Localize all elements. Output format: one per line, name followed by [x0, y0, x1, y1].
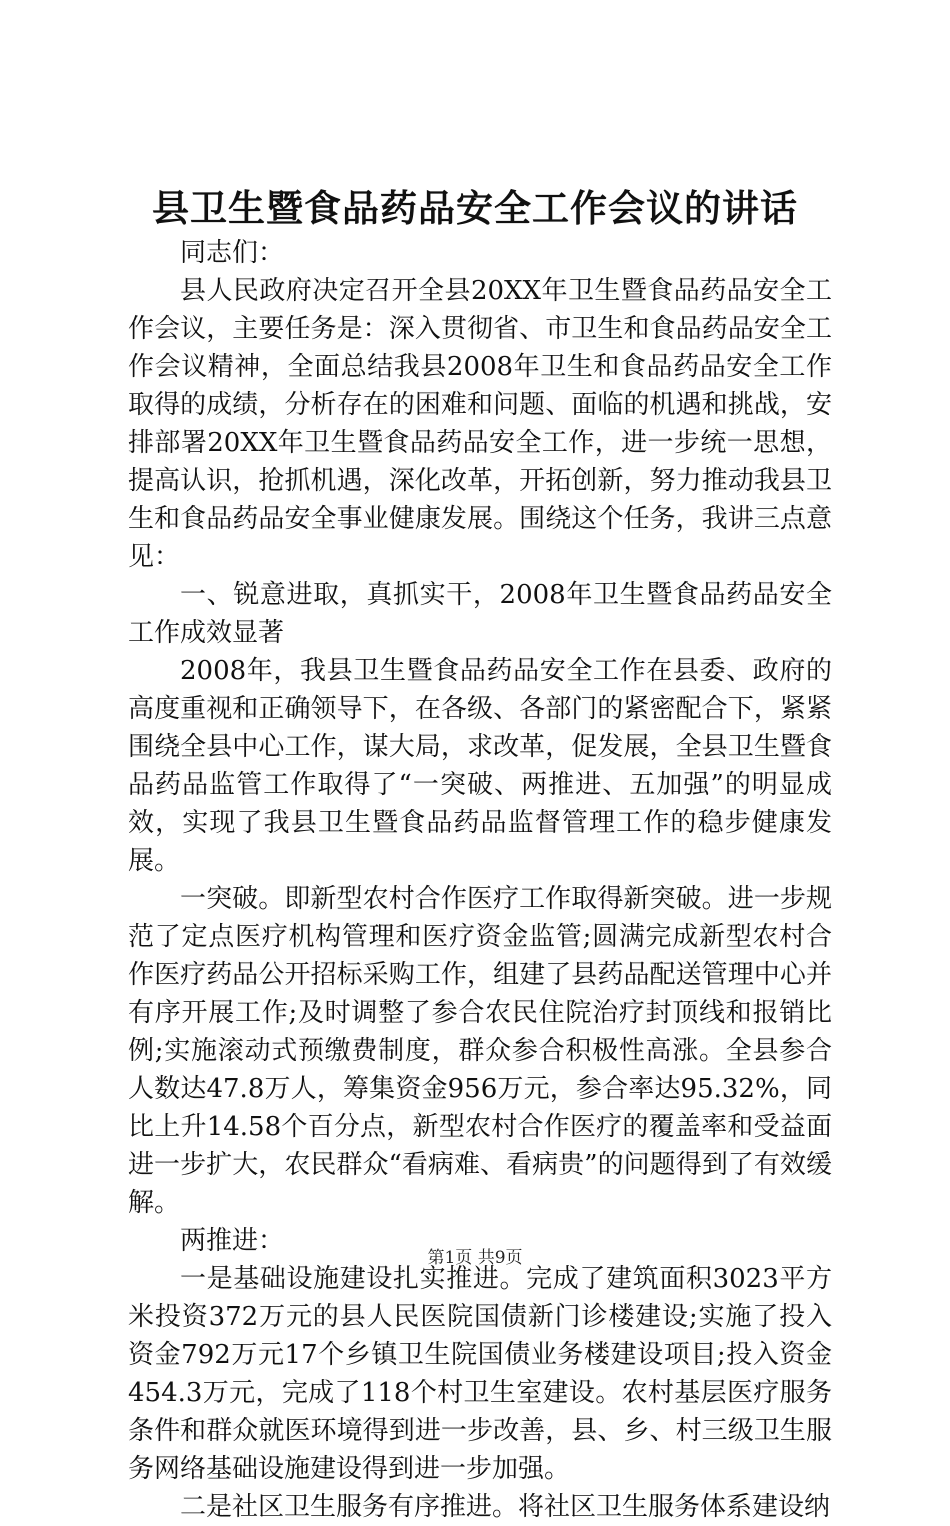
paragraph-one-breakthrough: 一突破。即新型农村合作医疗工作取得新突破。进一步规范了定点医疗机构管理和医疗资金监管;圆满完成新型农村合作医疗药品公开招标采购工作，组建了县药品配送管理中心并有序开展工作;及时调整了参合农民住院治疗封顶线和报销比例;实施滚动式预缴费制度，群众参合积极性高涨。全县参合人数达47.8万人，筹集资金956万元，参合率达95.32%，同比上升14.58个百分点，新型农村合作医疗的覆盖率和受益面进一步扩大，农民群众“看病难、看病贵”的问题得到了有效缓解。	[128, 884, 832, 1218]
paragraph-intro: 县人民政府决定召开全县20XX年卫生暨食品药品安全工作会议，主要任务是：深入贯彻省、市卫生和食品药品安全工作会议精神，全面总结我县2008年卫生和食品药品安全工作取得的成绩，分析存在的困难和问题、面临的机遇和挑战，安排部署20XX年卫生暨食品药品安全工作，进一步统一思想，提高认识，抢抓机遇，深化改革，开拓创新，努力推动我县卫生和食品药品安全事业健康发展。围绕这个任务，我讲三点意见：	[128, 276, 832, 572]
document-body	[128, 234, 832, 1526]
paragraph-community-health: 二是社区卫生服务有序推进。将社区卫生服务体系建设纳	[180, 1492, 831, 1522]
paragraph-infrastructure: 一是基础设施建设扎实推进。完成了建筑面积3023平方米投资372万元的县人民医院国债新门诊楼建设;实施了投入资金792万元17个乡镇卫生院国债业务楼建设项目;投入资金454.3万元，完成了118个村卫生室建设。农村基层医疗服务条件和群众就医环境得到进一步改善，县、乡、村三级卫生服务网络基础设施建设得到进一步加强。	[128, 1264, 832, 1484]
page-number-footer: 第1页 共9页	[427, 1248, 523, 1268]
document-title: 县卫生暨食品药品安全工作会议的讲话	[152, 186, 798, 230]
paragraph-summary-2008: 2008年，我县卫生暨食品药品安全工作在县委、政府的高度重视和正确领导下，在各级、各部门的紧密配合下，紧紧围绕全县中心工作，谋大局，求改革，促发展，全县卫生暨食品药品监管工作取得了“一突破、两推进、五加强”的明显成效，实现了我县卫生暨食品药品监督管理工作的稳步健康发展。	[128, 656, 832, 876]
paragraph-two-advances-heading: 两推进：	[180, 1226, 285, 1256]
paragraph-salutation: 同志们：	[180, 238, 285, 268]
section-heading-one: 一、锐意进取，真抓实干，2008年卫生暨食品药品安全工作成效显著	[128, 580, 832, 648]
